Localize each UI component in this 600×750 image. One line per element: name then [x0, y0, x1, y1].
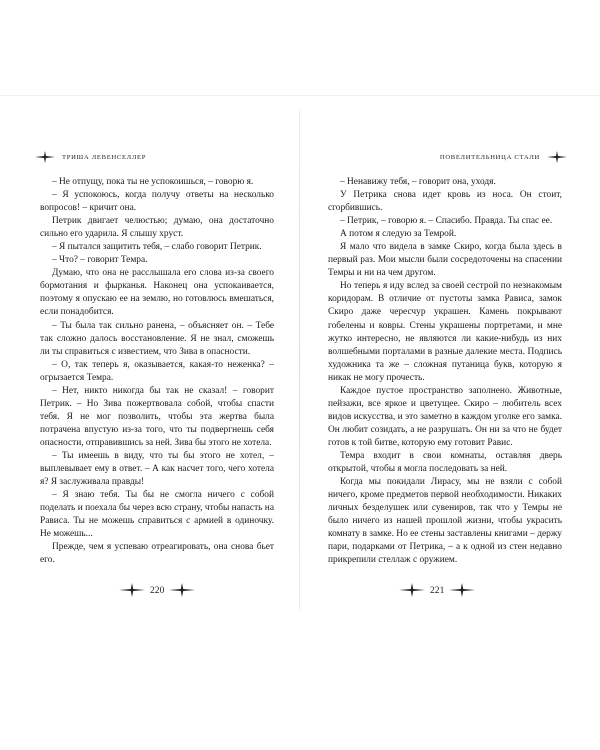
right-page [328, 150, 568, 567]
paragraph: Петрик двигает челюстью; думаю, она достаточно сильно его ударила. Я слышу хруст. [40, 216, 274, 240]
paragraph: – Нет, никто никогда бы так не сказал! – говорит Петрик. – Но Зива пожертвовала собой, чтобы спасти тебя. Я не мог позволить, чтобы эта жертва была потрачена впустую из-за того, что ты подвергнешь себя опасности, отправившись за ней. Зива бы этого не хотела. [40, 385, 274, 448]
paragraph: Каждое пустое пространство заполнено. Животные, пейзажи, все яркое и цветущее. Скиро – любитель всех видов искусства, и это заметно в каждом уголке его замка. Он любит созидать, а не разрушать. Он ни за что не будет готов к той битве, которую ему готовит Равис. [328, 385, 562, 448]
paragraph: – Ты была так сильно ранена, – объясняет он. – Тебе так сложно далось восстановление. Я не знал, сможешь ли ты справиться с известием, что Зива в опасности. [40, 320, 274, 357]
ornament-star-icon [398, 582, 426, 598]
ornament-star-icon [448, 582, 476, 598]
paragraph: – Что? – говорит Темра. [52, 255, 148, 266]
paragraph: А потом я следую за Темрой. [340, 229, 457, 240]
paragraph: Думаю, что она не расслышала его слова из-за своего бормотания и фырканья. Наконец она успокаивается, поэтому я опускаю ее на землю, но готовлюсь вмешаться, если понадобится. [40, 268, 274, 318]
right-header-title: ПОВЕЛИТЕЛЬНИЦА СТАЛИ [439, 153, 540, 161]
ornament-star-icon [118, 582, 146, 598]
ornament-star-icon [168, 582, 196, 598]
paragraph: – Я пытался защитить тебя, – слабо говорит Петрик. [52, 242, 262, 253]
paragraph: Когда мы покидали Лирасу, мы не взяли с собой ничего, кроме предметов первой необходимости. Никаких личных безделушек или сувениров, так что у Темры не было ничего из нашей прошлой жизни, чтобы украсить комнату в замке. Но ее стены заставлены книгами – держу пари, подарками от Петрика, – а к одной из стен недавно прикрепили стеллаж с оружием. [328, 477, 562, 566]
right-page-text [328, 176, 562, 567]
book-gutter [299, 110, 300, 610]
ornament-star-icon [546, 150, 568, 164]
paragraph: Я мало что видела в замке Скиро, когда была здесь в первый раз. Мои мысли были сосредоточены на спасении Темры и ни на чем другом. [328, 242, 562, 279]
paragraph: – Я успокоюсь, когда получу ответы на несколько вопросов! – кричит она. [40, 190, 274, 214]
page-number: 221 [430, 584, 445, 596]
left-header-author: ТРИША ЛЕВЕНСЕЛЛЕР [62, 153, 147, 161]
paragraph: У Петрика снова идет кровь из носа. Он стоит, сгорбившись. [328, 190, 562, 214]
paragraph: – О, так теперь я, оказывается, какая-то неженка? – огрызается Темра. [40, 359, 274, 383]
paragraph: Прежде, чем я успеваю отреагировать, она снова бьет его. [40, 542, 274, 566]
left-running-header [34, 150, 274, 164]
paragraph: Но теперь я иду вслед за своей сестрой по незнакомым коридорам. В отличие от пустоты замка Рависа, замок Скиро даже чересчур украшен. Камень покрывают гобелены и ковры. Стены украшены портретами, и мне жутко интересно, не являются ли какие-нибудь из них волшебными порталами в разные далекие места. Подпись художника та же – сложная путаница букв, которую я никак не могу прочесть. [328, 281, 562, 383]
left-page-folio [118, 582, 196, 598]
right-page-folio [398, 582, 476, 598]
spread-edge [0, 95, 600, 96]
ornament-star-icon [34, 150, 56, 164]
paragraph: – Ненавижу тебя, – говорит она, уходя. [340, 177, 496, 187]
paragraph: – Ты имеешь в виду, что ты бы этого не хотел, – выплевывает ему в ответ. – А как насчет того, чего хотела я? Я заслуживала правды! [40, 450, 274, 488]
page-number: 220 [150, 584, 165, 596]
paragraph: – Петрик, – говорю я. – Спасибо. Правда. Ты спас ее. [340, 216, 553, 227]
paragraph: – Я знаю тебя. Ты бы не смогла ничего с собой поделать и поехала бы через всю страну, чтобы напасть на Рависа. Ты не можешь справиться с армией в одиночку. Не можешь... [40, 490, 274, 540]
left-page [34, 150, 274, 567]
paragraph: – Не отпущу, пока ты не успокоишься, – говорю я. [52, 177, 254, 187]
right-running-header [328, 150, 568, 164]
left-page-text [40, 176, 274, 567]
paragraph: Темра входит в свои комнаты, оставляя дверь открытой, чтобы я могла последовать за ней. [328, 450, 562, 475]
